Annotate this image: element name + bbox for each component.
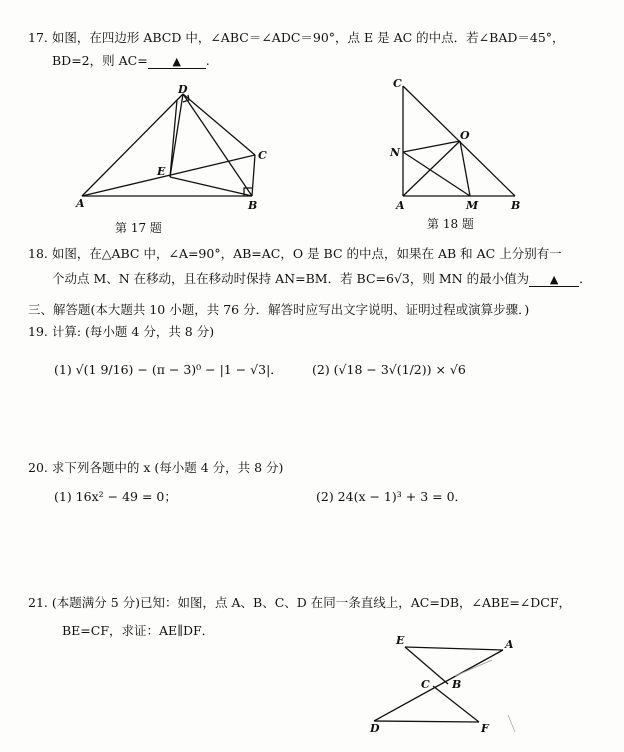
q20-title: 20. 求下列各题中的 x (每小题 4 分，共 8 分) bbox=[28, 460, 284, 475]
fig21-label-a: A bbox=[505, 638, 514, 651]
fig21-label-f: F bbox=[481, 722, 489, 735]
q21-line2: BE=CF，求证：AE∥DF． bbox=[62, 623, 215, 638]
fig18-label-b: B bbox=[511, 199, 521, 212]
q18-period: ． bbox=[579, 271, 592, 286]
fig17-label-c: C bbox=[258, 149, 267, 162]
q18-line2-text: 个动点 M、N 在移动，且在移动时保持 AN=BM．若 BC=6√3，则 MN 的最小值为 bbox=[52, 271, 530, 286]
q21-line1: 21. (本题满分 5 分)已知：如图，点 A、B、C、D 在同一条直线上，AC=DB，∠ABE=∠DCF， bbox=[28, 595, 572, 610]
q18-line1: 18. 如图，在△ABC 中，∠A=90°，AB=AC，O 是 BC 的中点，如果在 AB 和 AC 上分别有一 bbox=[28, 246, 562, 261]
fig21-label-b: B bbox=[452, 678, 462, 691]
q19-part1: (1) √(1 9/16) − (π − 3)⁰ − |1 − √3|． bbox=[54, 362, 283, 377]
fig21-label-e: E bbox=[396, 634, 405, 647]
q20-part1: (1) 16x² − 49 = 0； bbox=[54, 489, 177, 504]
fig18-label-a: A bbox=[396, 199, 405, 212]
q20-part2: (2) 24(x − 1)³ + 3 = 0． bbox=[316, 489, 468, 504]
fig18-label-c: C bbox=[393, 77, 402, 90]
q19-part2: (2) (√18 − 3√(1/2)) × √6 bbox=[312, 362, 466, 377]
fig18-label-o: O bbox=[460, 129, 470, 142]
fig17-label-d: D bbox=[178, 83, 188, 96]
q17-period: . bbox=[205, 53, 210, 68]
fig17-label-b: B bbox=[248, 199, 258, 212]
q17-line1: 17. 如图，在四边形 ABCD 中，∠ABC＝∠ADC＝90°，点 E 是 AC 的中点．若∠BAD＝45°， bbox=[28, 30, 565, 45]
fig18-caption: 第 18 题 bbox=[427, 217, 474, 231]
fig21-label-d: D bbox=[370, 722, 380, 735]
q17-line2-text: BD=2，则 AC= bbox=[52, 53, 148, 68]
fig17-caption: 第 17 题 bbox=[115, 221, 162, 235]
fig18-label-n: N bbox=[390, 146, 401, 159]
fig18-label-m: M bbox=[466, 199, 479, 212]
section-3-heading: 三、解答题(本大题共 10 小题，共 76 分．解答时应写出文字说明、证明过程或演算步骤．) bbox=[28, 302, 530, 317]
answer-triangle-icon: ▲ bbox=[549, 273, 559, 286]
q19-title: 19. 计算: (每小题 4 分，共 8 分) bbox=[28, 324, 215, 339]
fig21-label-c: C bbox=[421, 678, 430, 691]
answer-triangle-icon: ▲ bbox=[172, 55, 181, 68]
fig17-label-e: E bbox=[157, 165, 166, 178]
fig17-label-a: A bbox=[76, 197, 85, 210]
